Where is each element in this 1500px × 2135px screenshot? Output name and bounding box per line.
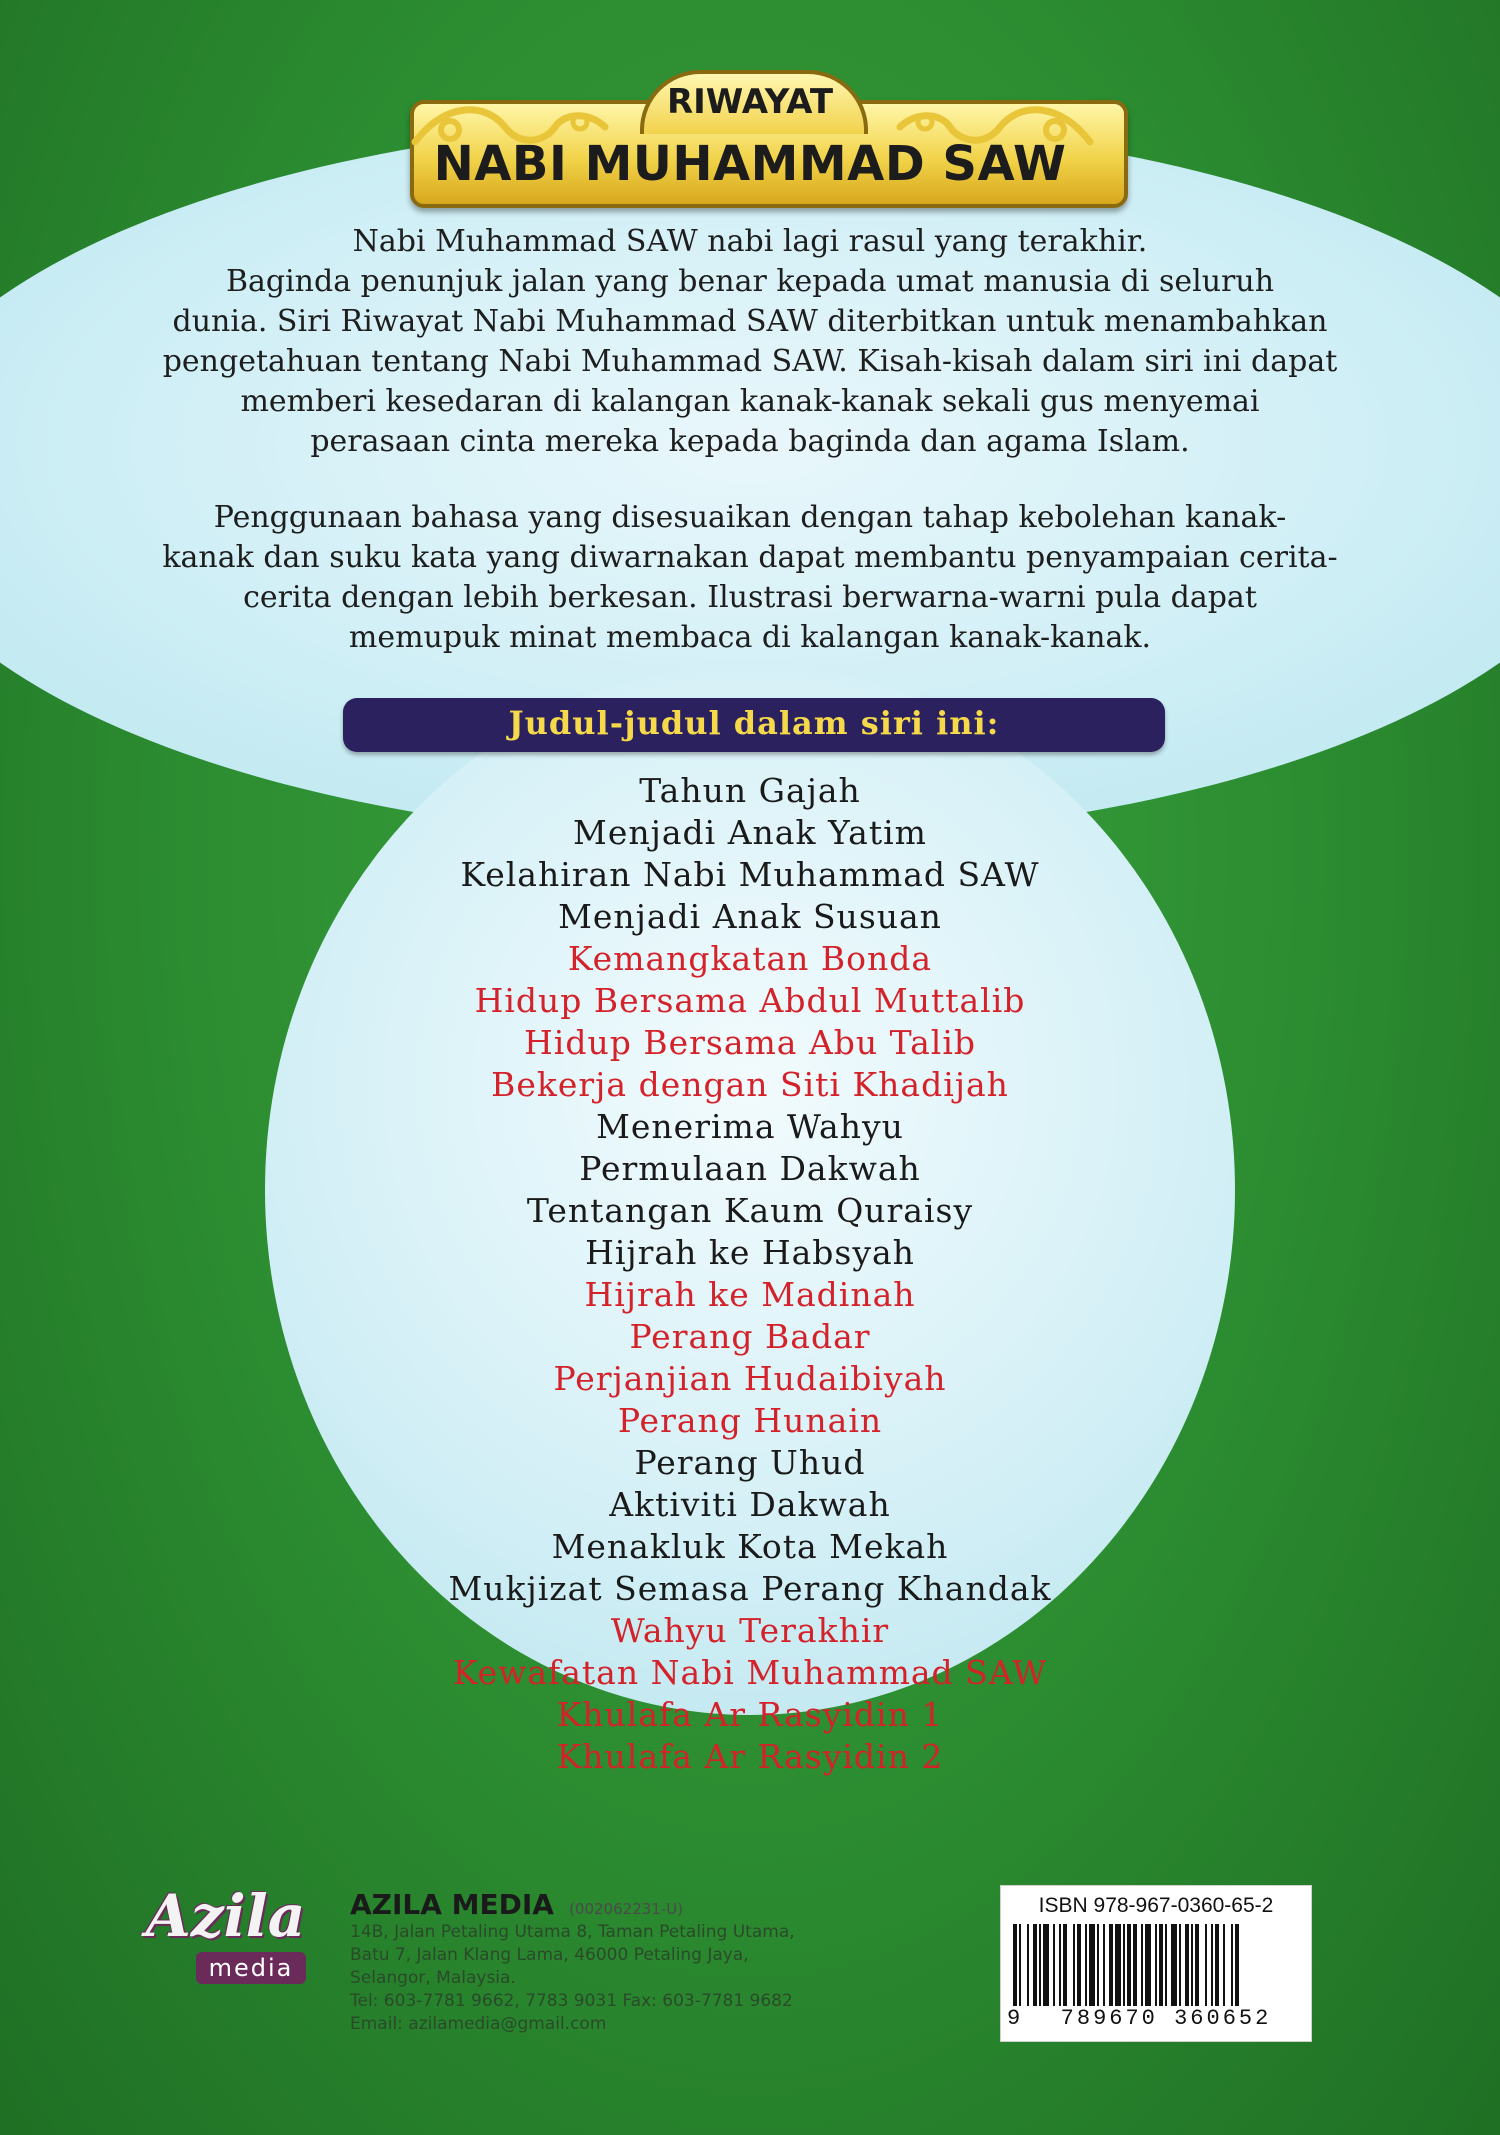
text-line: dunia. Siri Riwayat Nabi Muhammad SAW diterbitkan untuk menambahkan — [172, 304, 1328, 339]
description-paragraph-1 — [150, 222, 1350, 462]
address-line: 14B, Jalan Petaling Utama 8, Taman Petaling Utama, — [350, 1922, 795, 1942]
text-line: memupuk minat membaca di kalangan kanak-kanak. — [348, 620, 1152, 655]
series-title-item: Tahun Gajah — [639, 771, 861, 810]
series-title-item: Kewafatan Nabi Muhammad SAW — [452, 1653, 1048, 1692]
series-title-item: Perang Badar — [629, 1317, 871, 1356]
text-line: memberi kesedaran di kalangan kanak-kanak sekali gus menyemai — [240, 384, 1260, 419]
text-line: Nabi Muhammad SAW nabi lagi rasul yang terakhir. — [352, 224, 1148, 259]
series-title-item: Permulaan Dakwah — [579, 1149, 921, 1188]
description-paragraph-2 — [150, 498, 1350, 658]
text-line: pengetahuan tentang Nabi Muhammad SAW. Kisah-kisah dalam siri ini dapat — [162, 344, 1338, 379]
series-title-item: Bekerja dengan Siti Khadijah — [491, 1065, 1009, 1104]
barcode-digits: 789670 360652 — [1060, 2006, 1272, 2031]
text-line: perasaan cinta mereka kepada baginda dan agama Islam. — [310, 424, 1190, 459]
publisher-registration: (002062231-U) — [569, 1900, 684, 1918]
series-title-item: Hidup Bersama Abdul Muttalib — [474, 981, 1026, 1020]
publisher-info — [350, 1888, 950, 2036]
series-label: RIWAYAT — [666, 82, 834, 122]
series-title-item: Hijrah ke Madinah — [584, 1275, 916, 1314]
series-title-item: Aktiviti Dakwah — [609, 1485, 891, 1524]
address-line: Selangor, Malaysia. — [350, 1968, 516, 1988]
text-line: cerita dengan lebih berkesan. Ilustrasi berwarna-warni pula dapat — [243, 580, 1257, 615]
publisher-logo — [118, 1882, 333, 1992]
series-titles-list — [300, 770, 1200, 1778]
series-title-item: Hidup Bersama Abu Talib — [524, 1023, 976, 1062]
series-title-item: Khulafa Ar Rasyidin 2 — [556, 1737, 944, 1776]
series-title-item: Perjanjian Hudaibiyah — [553, 1359, 947, 1398]
series-title-item: Hijrah ke Habsyah — [585, 1233, 915, 1272]
text-line: kanak dan suku kata yang diwarnakan dapat membantu penyampaian cerita- — [162, 540, 1338, 575]
text-line: Penggunaan bahasa yang disesuaikan dengan tahap kebolehan kanak- — [213, 500, 1287, 535]
series-title-item: Menjadi Anak Susuan — [558, 897, 942, 936]
email-line: Email: azilamedia@gmail.com — [350, 2014, 607, 2034]
address-line: Batu 7, Jalan Klang Lama, 46000 Petaling Jaya, — [350, 1945, 749, 1965]
phone-line: Tel: 603-7781 9662, 7783 9031 Fax: 603-7781 9682 — [350, 1991, 793, 2011]
barcode-first-digit: 9 — [1007, 2006, 1021, 2031]
barcode-bars — [1013, 1924, 1299, 2006]
publisher-name: AZILA MEDIA — [350, 1888, 554, 1921]
book-title: NABI MUHAMMAD SAW — [433, 136, 1067, 192]
series-title-item: Kemangkatan Bonda — [567, 939, 933, 978]
series-title-item: Menjadi Anak Yatim — [573, 813, 927, 852]
text-line: Baginda penunjuk jalan yang benar kepada umat manusia di seluruh — [225, 264, 1275, 299]
series-title-item: Menerima Wahyu — [596, 1107, 904, 1146]
logo-tag: media — [196, 1952, 306, 1984]
series-title-item: Tentangan Kaum Quraisy — [526, 1191, 974, 1230]
series-title-item: Perang Uhud — [634, 1443, 866, 1482]
series-title-item: Wahyu Terakhir — [610, 1611, 890, 1650]
series-title-item: Khulafa Ar Rasyidin 1 — [556, 1695, 944, 1734]
logo-script-text: Azila — [145, 1882, 306, 1950]
series-heading: Judul-judul dalam siri ini: — [508, 704, 1000, 742]
series-title-item: Kelahiran Nabi Muhammad SAW — [460, 855, 1040, 894]
series-title-item: Mukjizat Semasa Perang Khandak — [448, 1569, 1052, 1608]
isbn-barcode — [1000, 1885, 1312, 2042]
series-title-item: Perang Hunain — [617, 1401, 883, 1440]
series-title-item: Menakluk Kota Mekah — [551, 1527, 949, 1566]
isbn-label: ISBN 978-967-0360-65-2 — [1038, 1894, 1274, 1917]
